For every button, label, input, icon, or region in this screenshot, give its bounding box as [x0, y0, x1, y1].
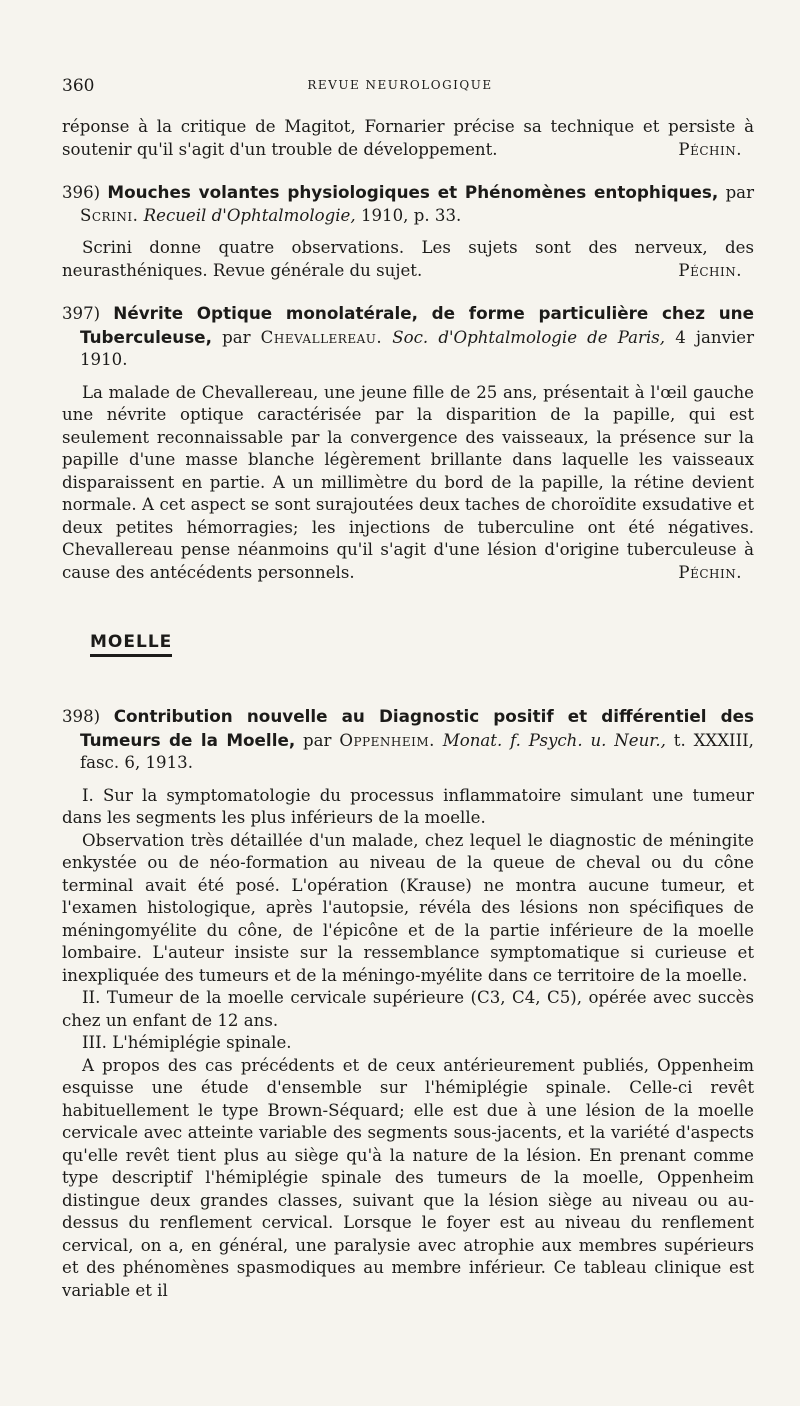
article-396-heading: [62, 181, 754, 227]
article-396-text: Scrini donne quatre observations. Les sujets sont des nerveux, des neurasthéniques. Revue générale du sujet.: [62, 238, 754, 280]
article-396: [62, 181, 754, 282]
section-heading: MOELLE: [90, 632, 172, 657]
article-396-title: Mouches volantes physiologiques et Phénomènes entophiques,: [107, 182, 719, 202]
article-398-title: Contribution nouvelle au Diagnostic positif et différentiel des Tumeurs de la Moelle,: [80, 706, 754, 750]
intro-text: réponse à la critique de Magitot, Fornarier précise sa technique et persiste à soutenir qu'il s'agit d'un trouble de développement.: [62, 117, 754, 159]
article-398: [62, 705, 754, 1302]
page-number: 360: [62, 76, 95, 96]
article-398-heading: [62, 705, 754, 775]
article-398-paragraph: II. Tumeur de la moelle cervicale supérieure (C3, C4, C5), opérée avec succès chez un enfant de 12 ans.: [62, 988, 754, 1030]
article-398-byline-prefix: par: [303, 730, 332, 750]
article-397-heading: [62, 302, 754, 372]
article-396-author: Scrini.: [80, 205, 139, 225]
article-398-source: Monat. f. Psych. u. Neur.,: [442, 730, 666, 750]
article-397-author: Chevallereau.: [260, 327, 383, 347]
article-396-number: 396): [62, 183, 101, 202]
article-397-text: La malade de Chevallereau, une jeune fille de 25 ans, présentait à l'œil gauche une névrite optique caractérisée par la disparition de la papille, qui est seulement reconnaissable par la convergence des vaisseaux, la présence sur la papille d'une masse blanche légèrement brillante dans laquelle les vaisseaux disparaissent en partie. A un millimètre du bord de la papille, la rétine devient normale. A cet aspect se sont surajoutées deux taches de choroïdite exsudative et deux petites hémorragies; les injections de tuberculine ont été négatives. Chevallereau pense néanmoins qu'il s'agit d'une lésion d'origine tuberculeuse à cause des antécédents personnels.: [62, 382, 754, 582]
article-397-source: Soc. d'Ophtalmologie de Paris,: [392, 327, 666, 347]
article-396-date: 1910, p. 33.: [360, 205, 462, 225]
article-396-source: Recueil d'Ophtalmologie,: [143, 205, 356, 225]
article-398-number: 398): [62, 707, 101, 726]
article-397-title: Névrite Optique monolatérale, de forme particulière chez une Tuberculeuse,: [80, 303, 754, 347]
article-397: [62, 302, 754, 584]
article-398-date: t. XXXIII, fasc. 6, 1913.: [80, 730, 754, 772]
article-398-author: Oppenheim.: [339, 730, 435, 750]
article-397-signature: Péchin.: [678, 562, 742, 582]
intro-paragraph: [62, 116, 754, 161]
article-396-body: [62, 237, 754, 282]
article-398-paragraph: I. Sur la symptomatologie du processus inflammatoire simulant une tumeur dans les segments les plus inférieurs de la moelle.: [62, 785, 754, 827]
article-397-body: [62, 382, 754, 585]
article-398-paragraph: A propos des cas précédents et de ceux antérieurement publiés, Oppenheim esquisse une étude d'ensemble sur l'hémiplégie spinale. Celle-ci revêt habituellement le type Brown-Séquard; elle est due à une lésion de la moelle cervicale avec atteinte variable des segments sous-jacents, et la variété d'aspects qu'elle revêt tient plus au siège qu'à la nature de la lésion. En prenant comme type descriptif l'hémiplégie spinale des tumeurs de la moelle, Oppenheim distingue deux grandes classes, suivant que la lésion siège au niveau ou au-dessus du renflement cervical. Lorsque le foyer est au niveau du renflement cervical, on a, en général, une paralysie avec atrophie aux membres supérieurs et des phénomènes spasmodiques au membre inférieur. Ce tableau clinique est variable et il: [62, 1055, 754, 1300]
article-398-paragraph: III. L'hémiplégie spinale.: [82, 1033, 292, 1052]
article-397-byline-prefix: par: [222, 327, 251, 347]
article-397-date: 4 janvier 1910.: [80, 327, 755, 369]
page-content: [62, 116, 754, 1302]
article-396-byline-prefix: par: [725, 183, 755, 202]
article-396-signature: Péchin.: [678, 260, 742, 280]
running-title: REVUE NEUROLOGIQUE: [307, 78, 493, 92]
page-header: [62, 76, 738, 98]
intro-signature: Péchin.: [678, 139, 742, 159]
article-398-paragraph: Observation très détaillée d'un malade, chez lequel le diagnostic de méningite enkystée ou de néo-formation au niveau de la queue de cheval ou du cône terminal avait été posé. L'opération (Krause) ne montra aucune tumeur, et l'examen histologique, après l'autopsie, révéla des lésions non spécifiques de méningomyélite du cône, de l'épicône et de la partie inférieure de la moelle lombaire. L'auteur insiste sur la ressemblance symptomatique si curieuse et inexpliquée des tumeurs et de la méningo-myélite dans ce territoire de la moelle.: [62, 830, 754, 985]
article-397-number: 397): [62, 304, 101, 323]
